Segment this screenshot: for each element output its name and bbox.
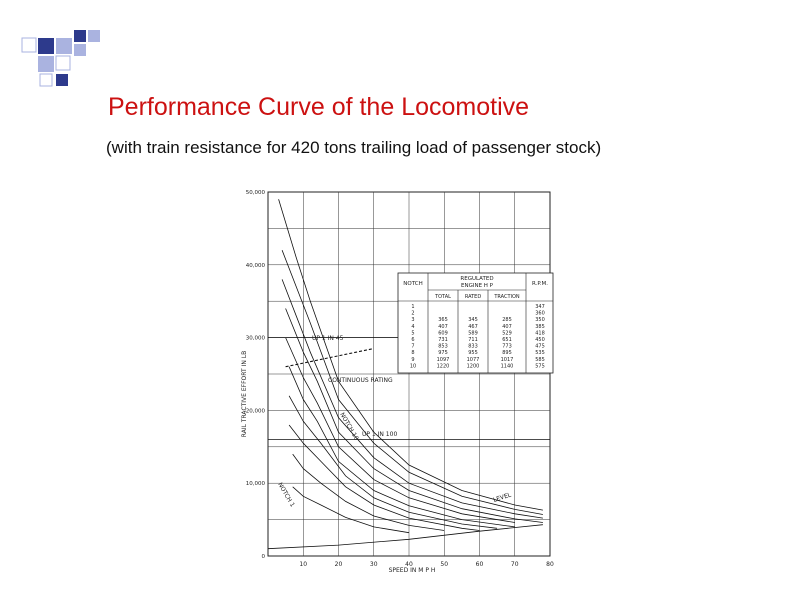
table-cell: 407 — [438, 323, 448, 330]
x-tick-label: 30 — [369, 561, 378, 568]
annotation-level: LEVEL — [492, 491, 513, 504]
table-cell: 975 — [438, 350, 448, 357]
corner-square — [74, 44, 86, 56]
table-cell: 4 — [411, 323, 415, 330]
curve-level — [268, 525, 543, 549]
table-header-engine-hp: ENGINE H P — [460, 283, 494, 289]
table-cell: 418 — [535, 330, 545, 337]
table-cell: 529 — [502, 330, 512, 337]
table-cell: 833 — [468, 343, 478, 350]
x-tick-label: 40 — [405, 561, 413, 568]
corner-square — [74, 30, 86, 42]
x-tick-label: 20 — [334, 561, 343, 568]
table-cell: 475 — [535, 343, 545, 350]
curve-notch-1 — [293, 487, 409, 533]
corner-square — [56, 74, 68, 86]
table-cell: 347 — [535, 304, 545, 310]
table-cell: 360 — [535, 310, 545, 317]
table-cell: 10 — [409, 363, 417, 370]
table-cell: 1140 — [500, 363, 514, 370]
table-cell: 895 — [502, 350, 512, 357]
table-cell: 365 — [438, 317, 448, 324]
performance-chart — [232, 184, 562, 576]
table-cell: 1220 — [436, 363, 450, 370]
y-tick-label: 30,000 — [245, 335, 265, 342]
table-cell: 9 — [411, 356, 415, 363]
table-subheader-total: TOTAL — [435, 294, 451, 300]
table-cell: 450 — [535, 337, 545, 343]
corner-square — [56, 56, 70, 70]
y-tick-label: 20,000 — [245, 408, 265, 415]
table-cell: 1077 — [466, 356, 480, 363]
table-cell: 345 — [468, 317, 478, 324]
chart-grid — [268, 192, 550, 556]
table-cell: 711 — [468, 337, 478, 343]
table-subheader-traction: TRACTION — [494, 294, 520, 300]
annotation-up-1-in-45: UP 1 IN 45 — [312, 335, 344, 342]
table-cell: 585 — [535, 356, 545, 363]
table-header-rpm: R.P.M. — [531, 281, 549, 287]
x-tick-label: 80 — [546, 561, 554, 568]
table-cell: 731 — [438, 337, 448, 343]
curve-continuous-rating — [286, 349, 374, 367]
x-tick-label: 10 — [299, 561, 308, 568]
y-tick-label: 50,000 — [245, 190, 265, 196]
x-tick-label: 50 — [440, 561, 449, 568]
table-cell: 773 — [502, 343, 512, 350]
table-cell: 1200 — [466, 363, 480, 370]
table-cell: 1097 — [436, 356, 450, 363]
y-tick-label: 10,000 — [245, 481, 265, 488]
table-cell: 3 — [411, 317, 415, 324]
table-cell: 285 — [502, 317, 512, 324]
corner-square — [40, 74, 52, 86]
curve-notch — [293, 454, 445, 530]
table-cell: 385 — [535, 323, 545, 330]
curve-notch — [289, 425, 479, 531]
table-cell: 7 — [411, 343, 415, 350]
table-cell: 651 — [502, 337, 512, 343]
table-cell: 8 — [411, 350, 415, 357]
table-cell: 467 — [468, 323, 478, 330]
slide-title: Performance Curve of the Locomotive — [108, 93, 530, 121]
corner-decoration — [0, 0, 110, 90]
table-cell: 1017 — [500, 356, 514, 363]
table-cell: 955 — [468, 350, 478, 357]
x-tick-label: 60 — [475, 561, 484, 568]
annotation-notch-10: NOTCH 10 — [338, 411, 360, 442]
table-cell: 575 — [535, 363, 545, 370]
table-cell: 853 — [438, 343, 448, 350]
x-tick-label: 70 — [510, 561, 519, 568]
x-axis-label: SPEED IN M P H — [388, 567, 436, 574]
y-axis-label: RAIL TRACTIVE EFFORT IN LB — [241, 350, 248, 438]
table-cell: 535 — [535, 350, 545, 357]
table-subheader-rated: RATED — [464, 294, 482, 300]
corner-square — [88, 30, 100, 42]
slide-subtitle: (with train resistance for 420 tons trailing load of passenger stock) — [106, 138, 602, 157]
chart-ticks — [246, 190, 554, 568]
annotation-continuous-rating: CONTINUOUS RATING — [328, 377, 393, 384]
table-cell: 1 — [411, 304, 415, 310]
table-cell: 5 — [411, 330, 415, 337]
notch-table — [398, 273, 553, 373]
table-header-notch: NOTCH — [403, 281, 423, 287]
table-cell: 609 — [438, 330, 448, 337]
annotation-notch-1: NOTCH 1 — [276, 481, 296, 509]
annotation-up-1-in-100: UP 1 IN 100 — [362, 431, 398, 438]
corner-square — [56, 38, 72, 54]
corner-square — [38, 56, 54, 72]
y-tick-label: 40,000 — [245, 262, 265, 269]
y-tick-label: 0 — [261, 554, 265, 560]
table-cell: 2 — [411, 310, 415, 317]
table-cell: 350 — [535, 317, 545, 324]
table-header-regulated: REGULATED — [460, 276, 494, 282]
curve-notch — [289, 396, 497, 529]
table-cell: 589 — [468, 330, 478, 337]
corner-square — [38, 38, 54, 54]
corner-square — [22, 38, 36, 52]
table-cell: 407 — [502, 323, 512, 330]
table-cell: 6 — [411, 337, 415, 343]
